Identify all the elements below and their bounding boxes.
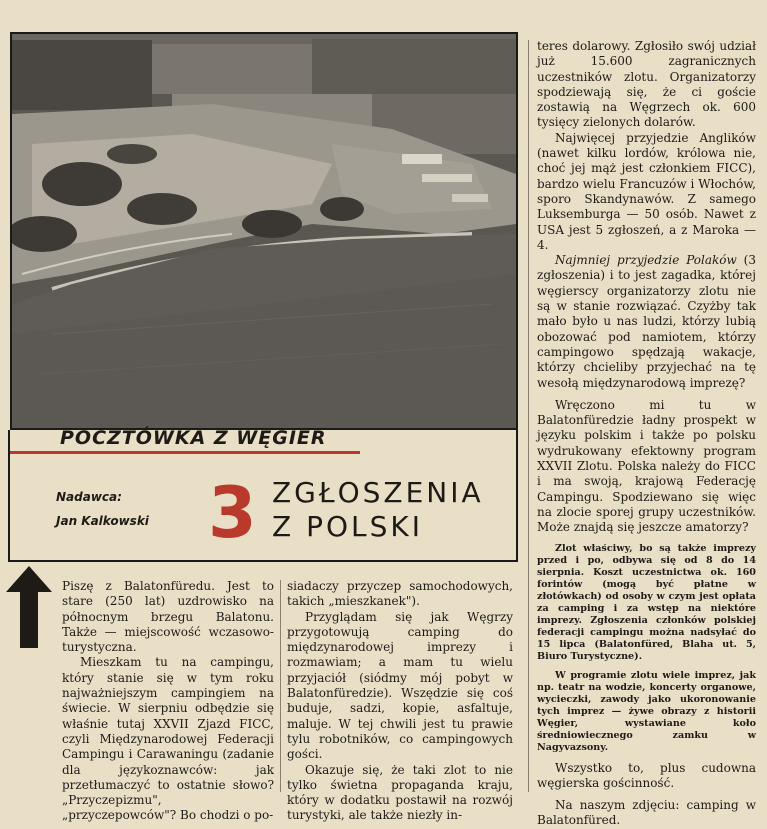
article-text: (3 zgłoszenia) i to jest zagadka, której węgierscy organizatorzy zlotu nie są w stanie rozwiązać. Czyżby tak mało było u nas ludzi, którzy lubią obozować pod namiotem, którzy campingowo spędzają wakacje, którzy chcieliby przyjechać na tę wesołą międzynarodową imprezę? xyxy=(537,253,756,390)
article-paragraph: Piszę z Balatonfüredu. Jest to stare (250 lat) uzdrowisko na północnym brzegu Balatonu. Także — miejscowość wczasowo-turystyczna. xyxy=(62,579,274,655)
small-print-paragraph: W programie zlotu wiele imprez, jak np. teatr na wodzie, koncerty organowe, wycieczki, zawody jako ukoronowanie tych imprez — żywe obrazy z historii Węgier, wystawiane koło średniowiecznego zamku w Nagyvazsony. xyxy=(537,669,756,753)
photo-caption: Na naszym zdjęciu: camping w Balatonfüred. xyxy=(537,798,756,828)
article-paragraph: teres dolarowy. Zgłosiło swój udział już 15.600 zagranicznych uczestników zlotu. Organizatorzy spodziewają się, że ci goście zostawią na Węgrzech ok. 600 tysięcy zielonych dolarów. xyxy=(537,39,756,130)
article-column-3 xyxy=(537,39,756,829)
headline-line2: Z POLSKI xyxy=(272,510,423,543)
column-divider xyxy=(280,580,281,792)
article-paragraph: Wszystko to, plus cudowna węgierska gościnność. xyxy=(537,760,756,790)
headline-number: 3 xyxy=(208,472,257,554)
frame-border-bottom xyxy=(8,560,518,562)
sender-label: Nadawca: xyxy=(56,490,122,504)
article-paragraph xyxy=(537,253,756,391)
small-print-paragraph: Zlot właściwy, bo są także imprezy przed i po, odbywa się od 8 do 14 sierpnia. Koszt uczestnictwa ok. 160 forintów (mogą być płatne w złotówkach) od osoby w czym jest opłata za camping i za wstęp na niektóre imprezy. Zgłoszenia członków polskiej federacji campingu można nadsyłać do 15 lipca (Balatonfüred, Blaha ut. 5, Biuro Turystyczne). xyxy=(537,542,756,662)
aerial-photo xyxy=(10,32,518,430)
article-paragraph: Okazuje się, że taki zlot to nie tylko świetna propaganda kraju, który w dodatku postawił na rozwój turystyki, ale także niezły in- xyxy=(287,762,513,823)
article-column-1 xyxy=(62,579,274,824)
article-paragraph: siadaczy przyczep samochodowych, takich „mieszkanek"). xyxy=(287,579,513,609)
frame-border-left xyxy=(8,430,10,562)
article-paragraph: Mieszkam tu na campingu, który stanie się w tym roku najważniejszym campingiem na świecie. W sierpniu odbędzie się właśnie tutaj XXVII Zjazd FICC, czyli Międzynarodowej Federacji Campingu i Carawaningu (zadanie dla językoznawców: jak przetłumaczyć to ostatnie słowo? „Przyczepizmu", „przyczepowców"? Bo chodzi o po- xyxy=(62,655,274,823)
headline xyxy=(272,476,484,544)
article-lead: Najmniej przyjedzie Polaków xyxy=(555,253,737,268)
section-title-underline xyxy=(8,451,360,454)
section-title: POCZTÓWKA Z WĘGIER xyxy=(60,427,327,449)
article-paragraph: Przyglądam się jak Węgrzy przygotowują camping do międzynarodowej imprezy i rozmawiam; a mam tu wielu przyjaciół (siódmy mój pobyt w Balatonfüredzie). Wszędzie się coś buduje, sadzi, kopie, asfaltuje, maluje. W tej chwili jest tu prawie tylu robotników, co campingowych gości. xyxy=(287,609,513,762)
aerial-camping-photo xyxy=(12,34,516,428)
article-paragraph: Wręczono mi tu w Balatonfüredzie ładny prospekt w języku polskim i także po polsku wydrukowany efektowny program XXVII Zlotu. Polska należy do FICC i ma swoją, krajową Federację Campingu. Spodziewano się więc na zlocie sporej grupy uczestników. Może znajdą się jeszcze amatorzy? xyxy=(537,397,756,535)
small-print xyxy=(537,543,756,754)
article-paragraph: Najwięcej przyjedzie Anglików (nawet kilku lordów, królowa nie, choć jej mąż jest członkiem FICC), bardzo wielu Francuzów i Włochów, sporo Skandynawów. Z samego Luksemburga — 50 osób. Nawet z USA jest 5 zgłoszeń, a z Maroka — 4. xyxy=(537,130,756,252)
frame-border-right xyxy=(516,430,518,562)
column-divider xyxy=(528,40,529,792)
article-column-2 xyxy=(287,579,513,824)
up-arrow-icon xyxy=(6,566,52,648)
headline-line1: ZGŁOSZENIA xyxy=(272,476,484,509)
sender-name: Jan Kalkowski xyxy=(56,514,149,528)
